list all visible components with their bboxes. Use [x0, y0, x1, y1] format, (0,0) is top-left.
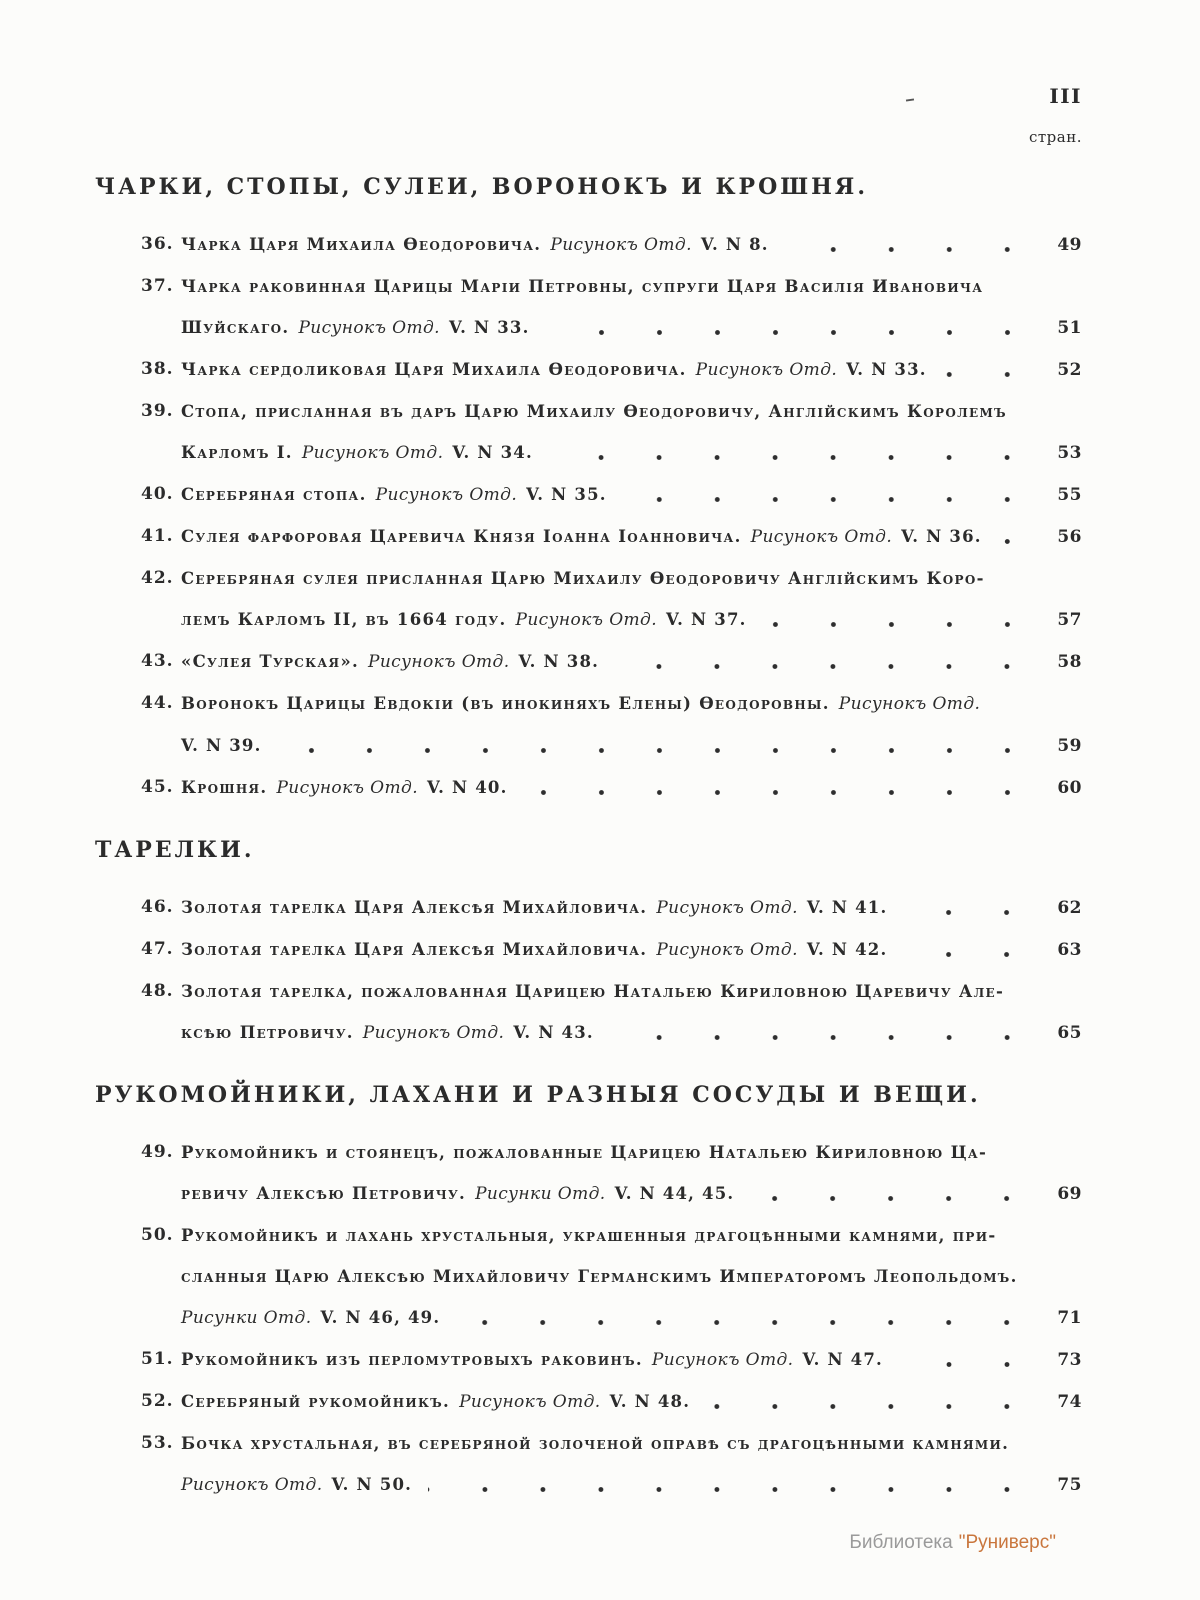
entry-body — [181, 929, 1082, 971]
figure-number: V. N 42. — [806, 940, 888, 959]
toc-entry — [141, 558, 1082, 641]
toc-entry — [141, 1339, 1082, 1381]
page-number: 57 — [1057, 610, 1082, 630]
library-watermark — [849, 1532, 1056, 1554]
entry-text: Рукомойникъ и стоянецъ, пожалованные Царицею Натальею Кириловною Ца- — [181, 1143, 988, 1162]
page-number: 71 — [1057, 1308, 1082, 1328]
entry-number: 46. — [141, 897, 174, 917]
entry-line — [181, 307, 1082, 349]
entry-number: 51. — [141, 1349, 174, 1369]
page-number: 59 — [1057, 736, 1082, 756]
entry-line — [181, 1173, 1082, 1215]
entry-text: Золотая тарелка Царя Алексѣя Михайловича. — [181, 898, 648, 917]
entry-body — [181, 1339, 1082, 1381]
figure-ref: Рисунокъ Отд. — [515, 610, 658, 630]
figure-ref: Рисунокъ Отд. — [181, 1475, 323, 1495]
entry-line — [181, 474, 1082, 516]
page-number: 51 — [1057, 318, 1082, 338]
entry-number: 42. — [141, 568, 174, 588]
entry-line — [181, 767, 1082, 809]
toc-entry — [141, 1215, 1082, 1339]
entry-number: 53. — [141, 1433, 174, 1453]
toc-entry — [141, 887, 1082, 929]
figure-ref: Рисунокъ Отд. — [550, 235, 692, 255]
toc-entry — [141, 929, 1082, 971]
toc-entry — [141, 391, 1082, 474]
entry-text: Карломъ I. — [181, 443, 293, 462]
entry-body — [181, 641, 1082, 683]
entry-number: 38. — [141, 359, 174, 379]
figure-number: V. N 35. — [526, 485, 607, 504]
entry-line — [181, 1012, 1082, 1054]
entry-text: Чарка раковинная Царицы Маріи Петровны, супруги Царя Василія Ивановича — [181, 277, 984, 296]
figure-ref: Рисунокъ Отд. — [651, 1350, 794, 1370]
page-number: 56 — [1057, 527, 1082, 547]
figure-ref: Рисунокъ Отд. — [362, 1023, 505, 1043]
entry-text: Серебряный рукомойникъ. — [181, 1392, 451, 1411]
figure-number: V. N 40. — [427, 778, 508, 797]
page-number: 63 — [1057, 940, 1082, 960]
section-heading: ЧАРКИ, СТОПЫ, СУЛЕИ, ВОРОНОКЪ И КРОШНЯ. — [95, 174, 868, 200]
entry-number: 45. — [141, 777, 174, 797]
entry-line — [181, 432, 1082, 474]
leader-dots — [428, 1487, 1036, 1492]
page-column-label: стран. — [1028, 128, 1082, 146]
toc-entry — [141, 266, 1082, 349]
folio-page-number: III — [1049, 84, 1082, 108]
entry-body — [181, 558, 1082, 641]
entry-line — [181, 1132, 1082, 1173]
entry-body — [181, 683, 1082, 767]
entry-line — [181, 1297, 1082, 1339]
toc-section — [95, 172, 1082, 809]
toc — [95, 172, 1082, 1506]
entry-line — [181, 1423, 1082, 1464]
entry-text: Рукомойникъ изъ перломутровыхъ раковинъ. — [181, 1350, 643, 1369]
entry-body — [181, 1132, 1082, 1215]
page-number: 69 — [1057, 1184, 1082, 1204]
entry-line — [181, 391, 1082, 432]
toc-entry — [141, 641, 1082, 683]
watermark-prefix: Библиотека — [849, 1532, 953, 1553]
leader-dots — [546, 330, 1036, 335]
entry-body — [181, 266, 1082, 349]
figure-ref: Рисунокъ Отд. — [459, 1392, 601, 1412]
figure-number: V. N 46, 49. — [320, 1308, 441, 1327]
entry-text: ксѣю Петровичу. — [181, 1023, 354, 1042]
entry-text: ревичу Алексѣю Петровичу. — [181, 1184, 467, 1203]
entry-line — [181, 1464, 1082, 1506]
entry-line — [181, 929, 1082, 971]
entry-body — [181, 1423, 1082, 1506]
figure-number: V. N 34. — [452, 443, 533, 462]
entry-line — [181, 1215, 1082, 1256]
figure-number: V. N 33. — [846, 360, 927, 379]
entry-line — [181, 599, 1082, 641]
page-number: 65 — [1057, 1023, 1082, 1043]
entry-text: Чарка сердоликовая Царя Михаила Ѳеодоровича. — [181, 360, 687, 379]
figure-number: V. N 38. — [518, 652, 600, 671]
leader-dots — [615, 664, 1036, 669]
entry-body — [181, 516, 1082, 558]
entry-line — [181, 558, 1082, 599]
entry-body — [181, 767, 1082, 809]
entry-line — [181, 683, 1082, 725]
figure-number: V. N 47. — [802, 1350, 883, 1369]
page-number: 53 — [1057, 443, 1082, 463]
entry-text: Стопа, присланная въ даръ Царю Михаилу Ѳеодоровичу, Англійскимъ Королемъ — [181, 402, 1007, 421]
entry-number: 36. — [141, 234, 174, 254]
page-number: 73 — [1057, 1350, 1082, 1370]
leader-dots — [903, 910, 1036, 915]
figure-number: V. N 8. — [700, 235, 769, 254]
leader-dots — [706, 1404, 1036, 1409]
entry-text: Крошня. — [181, 778, 268, 797]
entry-text: лемъ Карломъ II, въ 1664 году. — [181, 610, 507, 629]
entry-number: 49. — [141, 1142, 174, 1162]
entry-number: 40. — [141, 484, 174, 504]
entry-line — [181, 516, 1082, 558]
entry-body — [181, 349, 1082, 391]
leader-dots — [278, 748, 1036, 753]
figure-number: V. N 48. — [609, 1392, 691, 1411]
leader-dots — [623, 497, 1036, 502]
figure-ref: Рисунокъ Отд. — [656, 898, 798, 918]
entry-line — [181, 1381, 1082, 1423]
entry-text: Бочка хрустальная, въ серебряной золоченой оправѣ съ драгоцѣнными камнями. — [181, 1434, 1010, 1453]
entry-body — [181, 391, 1082, 474]
entry-line — [181, 971, 1082, 1012]
section-heading: ТАРЕЛКИ. — [95, 837, 255, 863]
entry-number: 52. — [141, 1391, 174, 1411]
entry-text: «Сулея Турская». — [181, 652, 359, 671]
entry-text: Серебряная стопа. — [181, 485, 367, 504]
toc-entry — [141, 971, 1082, 1054]
page-number: 58 — [1057, 652, 1082, 672]
leader-dots — [456, 1320, 1036, 1325]
figure-number: V. N 37. — [666, 610, 747, 629]
figure-number: V. N 33. — [448, 318, 530, 337]
leader-dots — [903, 952, 1036, 957]
toc-entry — [141, 474, 1082, 516]
entry-line — [181, 887, 1082, 929]
figure-number: V. N 43. — [513, 1023, 594, 1042]
entry-number: 44. — [141, 693, 174, 713]
entry-number: 39. — [141, 401, 174, 421]
entry-text: Воронокъ Царицы Евдокіи (въ инокиняхъ Елены) Ѳеодоровны. — [181, 694, 830, 713]
leader-dots — [899, 1362, 1036, 1367]
entry-number: 41. — [141, 526, 174, 546]
leader-dots — [998, 539, 1036, 544]
entry-body — [181, 1215, 1082, 1339]
entry-line — [181, 349, 1082, 391]
entry-body — [181, 1381, 1082, 1423]
figure-ref: Рисунокъ Отд. — [375, 485, 518, 505]
entry-body — [181, 887, 1082, 929]
entry-number: 37. — [141, 276, 174, 296]
figure-ref: Рисунокъ Отд. — [838, 694, 981, 714]
watermark-name: "Руниверс" — [958, 1532, 1056, 1553]
leader-dots — [549, 455, 1036, 460]
leader-dots — [610, 1035, 1036, 1040]
entry-body — [181, 474, 1082, 516]
figure-ref: Рисунки Отд. — [181, 1308, 312, 1328]
leader-dots — [763, 622, 1036, 627]
entry-number: 48. — [141, 981, 174, 1001]
entry-text: сланныя Царю Алексѣю Михайловичу Германскимъ Императоромъ Леопольдомъ. — [181, 1267, 1018, 1286]
figure-ref: Рисунокъ Отд. — [656, 940, 798, 960]
entry-line — [181, 1339, 1082, 1381]
page-number: 60 — [1057, 778, 1082, 798]
entry-text: Золотая тарелка Царя Алексѣя Михайловича. — [181, 940, 648, 959]
toc-entry — [141, 516, 1082, 558]
entry-line — [181, 266, 1082, 307]
toc-entry — [141, 1423, 1082, 1506]
entry-text: Шуйскаго. — [181, 318, 290, 337]
toc-entry — [141, 349, 1082, 391]
entry-line — [181, 641, 1082, 683]
section-heading: РУКОМОЙНИКИ, ЛАХАНИ И РАЗНЫЯ СОСУДЫ И ВЕЩИ. — [95, 1082, 981, 1108]
figure-ref: Рисунки Отд. — [475, 1184, 606, 1204]
figure-number: V. N 41. — [806, 898, 888, 917]
entry-text: Сулея фарфоровая Царевича Князя Іоанна Іоанновича. — [181, 527, 742, 546]
toc-entry — [141, 1132, 1082, 1215]
entry-body — [181, 971, 1082, 1054]
page-number: 75 — [1057, 1475, 1082, 1495]
entry-number: 47. — [141, 939, 174, 959]
figure-number: V. N 50. — [331, 1475, 413, 1494]
entry-body — [181, 224, 1082, 266]
entry-line — [181, 725, 1082, 767]
figure-ref: Рисунокъ Отд. — [368, 652, 510, 672]
entry-line — [181, 1256, 1082, 1297]
entry-text: Рукомойникъ и лахань хрустальныя, украшенныя драгоцѣнными камнями, при- — [181, 1226, 997, 1245]
figure-ref: Рисунокъ Отд. — [750, 527, 893, 547]
toc-section — [95, 835, 1082, 1054]
page-number: 49 — [1057, 235, 1082, 255]
toc-entry — [141, 1381, 1082, 1423]
entry-text: Золотая тарелка, пожалованная Царицею Натальею Кириловною Царевичу Але- — [181, 982, 1005, 1001]
leader-dots — [943, 372, 1036, 377]
figure-ref: Рисунокъ Отд. — [301, 443, 444, 463]
leader-dots — [524, 790, 1036, 795]
toc-entry — [141, 224, 1082, 266]
figure-number: V. N 39. — [181, 736, 262, 755]
entry-number: 43. — [141, 651, 174, 671]
figure-number: V. N 36. — [901, 527, 982, 546]
page-number: 52 — [1057, 360, 1082, 380]
page-number: 62 — [1057, 898, 1082, 918]
leader-dots — [750, 1196, 1036, 1201]
page-number: 55 — [1057, 485, 1082, 505]
entry-text: Чарка Царя Михаила Ѳеодоровича. — [181, 235, 542, 254]
toc-section — [95, 1080, 1082, 1506]
toc-entry — [141, 683, 1082, 767]
entry-text: Серебряная сулея присланная Царю Михаилу Ѳеодоровичу Англійскимъ Коро- — [181, 569, 985, 588]
page-number: 74 — [1057, 1392, 1082, 1412]
figure-ref: Рисунокъ Отд. — [695, 360, 838, 380]
leader-dots — [785, 247, 1036, 252]
figure-number: V. N 44, 45. — [614, 1184, 735, 1203]
entry-line — [181, 224, 1082, 266]
figure-ref: Рисунокъ Отд. — [298, 318, 440, 338]
figure-ref: Рисунокъ Отд. — [276, 778, 418, 798]
entry-number: 50. — [141, 1225, 174, 1245]
toc-entry — [141, 767, 1082, 809]
